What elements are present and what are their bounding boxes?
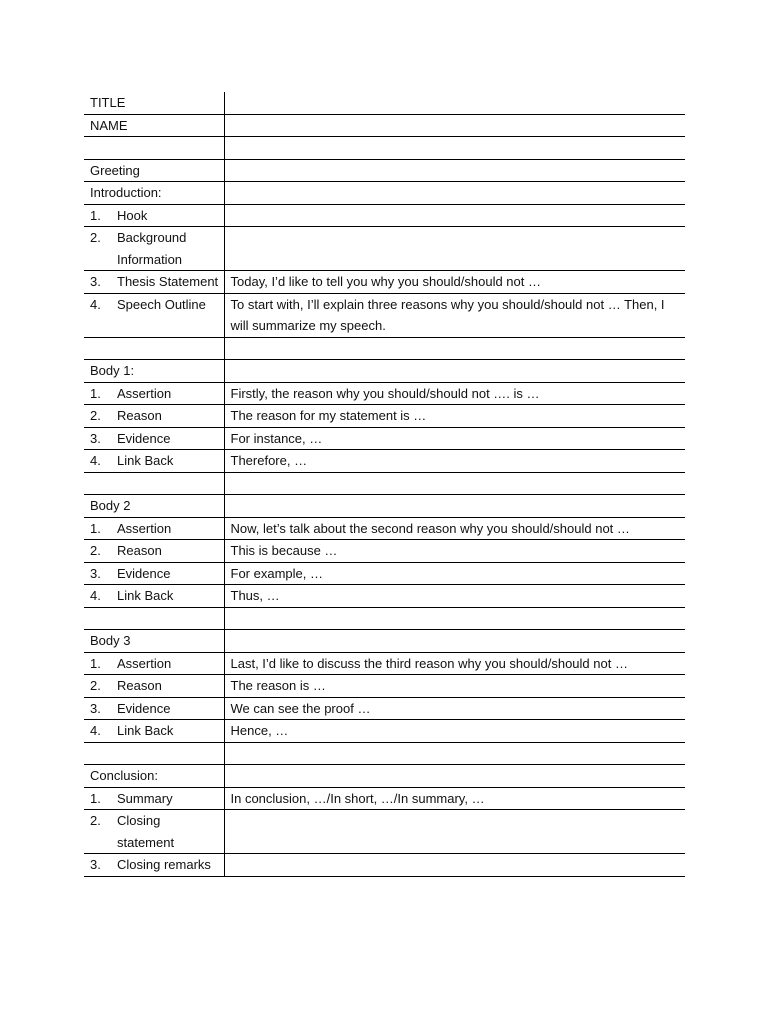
outline-row	[84, 227, 685, 271]
outline-label-cell	[84, 159, 224, 182]
outline-label-cell	[84, 405, 224, 428]
item-number: 3.	[90, 565, 101, 581]
outline-content-cell[interactable]	[224, 630, 685, 653]
item-content: This is because …	[230, 543, 338, 558]
outline-content-cell[interactable]	[224, 742, 685, 765]
outline-content-cell[interactable]	[224, 137, 685, 160]
outline-label-group	[90, 585, 220, 607]
outline-row	[84, 697, 685, 720]
outline-label-cell	[84, 450, 224, 473]
item-number: 2.	[90, 813, 101, 828]
outline-label-group	[90, 450, 220, 472]
outline-content-cell[interactable]	[224, 607, 685, 630]
item-label: Reason	[117, 543, 162, 558]
outline-row	[84, 405, 685, 428]
outline-label-cell	[84, 182, 224, 205]
outline-label-cell	[84, 585, 224, 608]
outline-label-cell	[84, 765, 224, 788]
item-content: Therefore, …	[230, 453, 308, 468]
item-label: Assertion	[117, 655, 172, 671]
item-label: Assertion	[117, 520, 172, 536]
outline-row	[84, 293, 685, 337]
item-label: Thesis Statement	[117, 274, 219, 289]
outline-label-group	[90, 182, 220, 204]
outline-row	[84, 787, 685, 810]
outline-content-cell[interactable]	[224, 720, 685, 743]
item-content: Hence, …	[230, 723, 289, 738]
item-content: Now, let’s talk about the second reason why you should/should not …	[230, 520, 630, 536]
outline-label-group	[90, 160, 220, 182]
outline-label-group	[90, 495, 220, 517]
outline-content-cell[interactable]	[224, 293, 685, 337]
item-label: Hook	[117, 207, 148, 223]
item-label: Evidence	[117, 430, 171, 446]
outline-content-cell[interactable]	[224, 810, 685, 854]
outline-label-group	[90, 205, 220, 227]
item-label: Link Back	[117, 588, 174, 603]
outline-label-cell	[84, 540, 224, 563]
outline-row	[84, 450, 685, 473]
outline-content-cell[interactable]	[224, 495, 685, 518]
outline-label-cell	[84, 472, 224, 495]
outline-content-cell[interactable]	[224, 585, 685, 608]
outline-label-cell	[84, 652, 224, 675]
outline-content-cell[interactable]	[224, 472, 685, 495]
outline-label-group	[90, 630, 220, 652]
outline-row	[84, 472, 685, 495]
item-number: 3.	[90, 700, 101, 716]
item-label: Link Back	[117, 723, 174, 738]
outline-table-body	[84, 92, 685, 876]
outline-row	[84, 159, 685, 182]
outline-row	[84, 495, 685, 518]
item-number: 2.	[90, 230, 101, 245]
outline-content-cell[interactable]	[224, 182, 685, 205]
item-number: 2.	[90, 408, 101, 423]
outline-label-cell	[84, 720, 224, 743]
outline-row	[84, 607, 685, 630]
outline-label-cell	[84, 517, 224, 540]
outline-content-cell[interactable]	[224, 204, 685, 227]
item-label: Summary	[117, 790, 173, 806]
item-number: 4.	[90, 296, 101, 312]
outline-content-cell[interactable]	[224, 427, 685, 450]
outline-label-cell	[84, 607, 224, 630]
outline-label-cell	[84, 810, 224, 854]
item-number: 1.	[90, 655, 101, 671]
outline-label-cell	[84, 137, 224, 160]
item-number: 3.	[90, 857, 101, 872]
outline-row	[84, 382, 685, 405]
outline-content-cell[interactable]	[224, 675, 685, 698]
item-content: Today, I’d like to tell you why you should/should not …	[230, 274, 541, 289]
item-label: Evidence	[117, 565, 171, 581]
item-number: 1.	[90, 385, 101, 401]
outline-label-group	[90, 698, 220, 720]
outline-label-group	[90, 360, 220, 382]
outline-row	[84, 652, 685, 675]
item-label: Link Back	[117, 453, 174, 468]
outline-label-cell	[84, 427, 224, 450]
item-label: Closing statement	[117, 813, 175, 850]
outline-row	[84, 182, 685, 205]
speech-outline-table	[84, 92, 685, 877]
outline-label-cell	[84, 114, 224, 137]
outline-row	[84, 810, 685, 854]
outline-label-group	[90, 428, 220, 450]
item-content: Firstly, the reason why you should/should not …. is …	[230, 385, 540, 401]
outline-row	[84, 675, 685, 698]
outline-label-cell	[84, 204, 224, 227]
outline-label-group	[90, 720, 220, 742]
item-number: 2.	[90, 543, 101, 558]
item-label: Reason	[117, 678, 162, 693]
outline-label-group	[90, 405, 220, 427]
outline-content-cell[interactable]	[224, 337, 685, 360]
outline-content-cell[interactable]	[224, 227, 685, 271]
outline-label-cell	[84, 227, 224, 271]
outline-label-cell	[84, 92, 224, 114]
outline-row	[84, 360, 685, 383]
outline-content-cell[interactable]	[224, 765, 685, 788]
item-content: For example, …	[230, 565, 323, 581]
outline-label-cell	[84, 787, 224, 810]
item-content: The reason is …	[230, 678, 326, 693]
outline-label-cell	[84, 360, 224, 383]
outline-label-group	[90, 788, 220, 810]
outline-row	[84, 540, 685, 563]
item-label: Background Information	[117, 230, 187, 267]
item-content: For instance, …	[230, 430, 323, 446]
outline-label-cell	[84, 675, 224, 698]
outline-label-cell	[84, 630, 224, 653]
item-label: Closing remarks	[117, 857, 211, 872]
outline-label-group	[90, 563, 220, 585]
outline-label-group	[90, 92, 220, 114]
outline-label-cell	[84, 697, 224, 720]
outline-label-group	[90, 653, 220, 675]
outline-row	[84, 765, 685, 788]
outline-content-cell[interactable]	[224, 360, 685, 383]
outline-label-group	[90, 115, 220, 137]
item-number: 1.	[90, 790, 101, 806]
outline-label-group	[90, 518, 220, 540]
outline-row	[84, 337, 685, 360]
outline-label-cell	[84, 382, 224, 405]
outline-label-cell	[84, 293, 224, 337]
item-number: 4.	[90, 588, 101, 603]
item-content: We can see the proof …	[230, 700, 371, 716]
outline-label-group	[90, 675, 220, 697]
speech-outline-sheet	[84, 92, 685, 877]
item-content: In conclusion, …/In short, …/In summary, …	[230, 790, 485, 806]
outline-content-cell[interactable]	[224, 517, 685, 540]
outline-row	[84, 92, 685, 114]
outline-row	[84, 630, 685, 653]
outline-content-cell[interactable]	[224, 540, 685, 563]
outline-label-group	[90, 810, 220, 853]
outline-row	[84, 204, 685, 227]
outline-content-cell[interactable]	[224, 405, 685, 428]
outline-label-cell	[84, 271, 224, 294]
item-label: Assertion	[117, 385, 172, 401]
outline-label-group	[90, 383, 220, 405]
outline-label-cell	[84, 562, 224, 585]
item-label: TITLE	[90, 95, 126, 110]
outline-label-group	[90, 765, 220, 787]
item-label: Conclusion:	[90, 768, 158, 783]
outline-label-group	[90, 271, 220, 293]
item-number: 1.	[90, 207, 101, 223]
outline-label-cell	[84, 337, 224, 360]
outline-label-group	[90, 227, 220, 270]
item-number: 4.	[90, 453, 101, 468]
item-label: Body 3	[90, 633, 131, 648]
item-content: To start with, I’ll explain three reasons why you should/should not … Then, I will summarize my speech.	[230, 296, 665, 333]
outline-row	[84, 427, 685, 450]
outline-content-cell[interactable]	[224, 450, 685, 473]
item-label: NAME	[90, 117, 128, 133]
outline-label-cell	[84, 495, 224, 518]
item-number: 2.	[90, 678, 101, 693]
item-label: Introduction:	[90, 185, 162, 200]
outline-row	[84, 517, 685, 540]
outline-row	[84, 562, 685, 585]
outline-content-cell[interactable]	[224, 697, 685, 720]
outline-label-cell	[84, 742, 224, 765]
outline-content-cell[interactable]	[224, 271, 685, 294]
item-label: Speech Outline	[117, 296, 206, 312]
item-label: Body 2	[90, 498, 131, 513]
item-number: 3.	[90, 430, 101, 446]
outline-row	[84, 114, 685, 137]
outline-label-group	[90, 294, 220, 316]
outline-label-group	[90, 540, 220, 562]
outline-content-cell[interactable]	[224, 92, 685, 114]
item-number: 3.	[90, 274, 101, 289]
item-label: Greeting	[90, 162, 140, 178]
outline-content-cell[interactable]	[224, 652, 685, 675]
item-content: Thus, …	[230, 588, 280, 603]
outline-row	[84, 854, 685, 877]
outline-content-cell[interactable]	[224, 787, 685, 810]
outline-row	[84, 137, 685, 160]
outline-row	[84, 720, 685, 743]
outline-content-cell[interactable]	[224, 562, 685, 585]
item-content: The reason for my statement is …	[230, 408, 427, 423]
item-label: Evidence	[117, 700, 171, 716]
item-content: Last, I’d like to discuss the third reason why you should/should not …	[230, 655, 628, 671]
item-label: Body 1:	[90, 363, 135, 378]
outline-label-cell	[84, 854, 224, 877]
item-number: 4.	[90, 723, 101, 738]
item-number: 1.	[90, 520, 101, 536]
outline-row	[84, 742, 685, 765]
outline-content-cell[interactable]	[224, 854, 685, 877]
outline-row	[84, 271, 685, 294]
item-label: Reason	[117, 408, 162, 423]
outline-label-group	[90, 854, 220, 876]
outline-content-cell[interactable]	[224, 159, 685, 182]
outline-content-cell[interactable]	[224, 114, 685, 137]
outline-content-cell[interactable]	[224, 382, 685, 405]
outline-row	[84, 585, 685, 608]
